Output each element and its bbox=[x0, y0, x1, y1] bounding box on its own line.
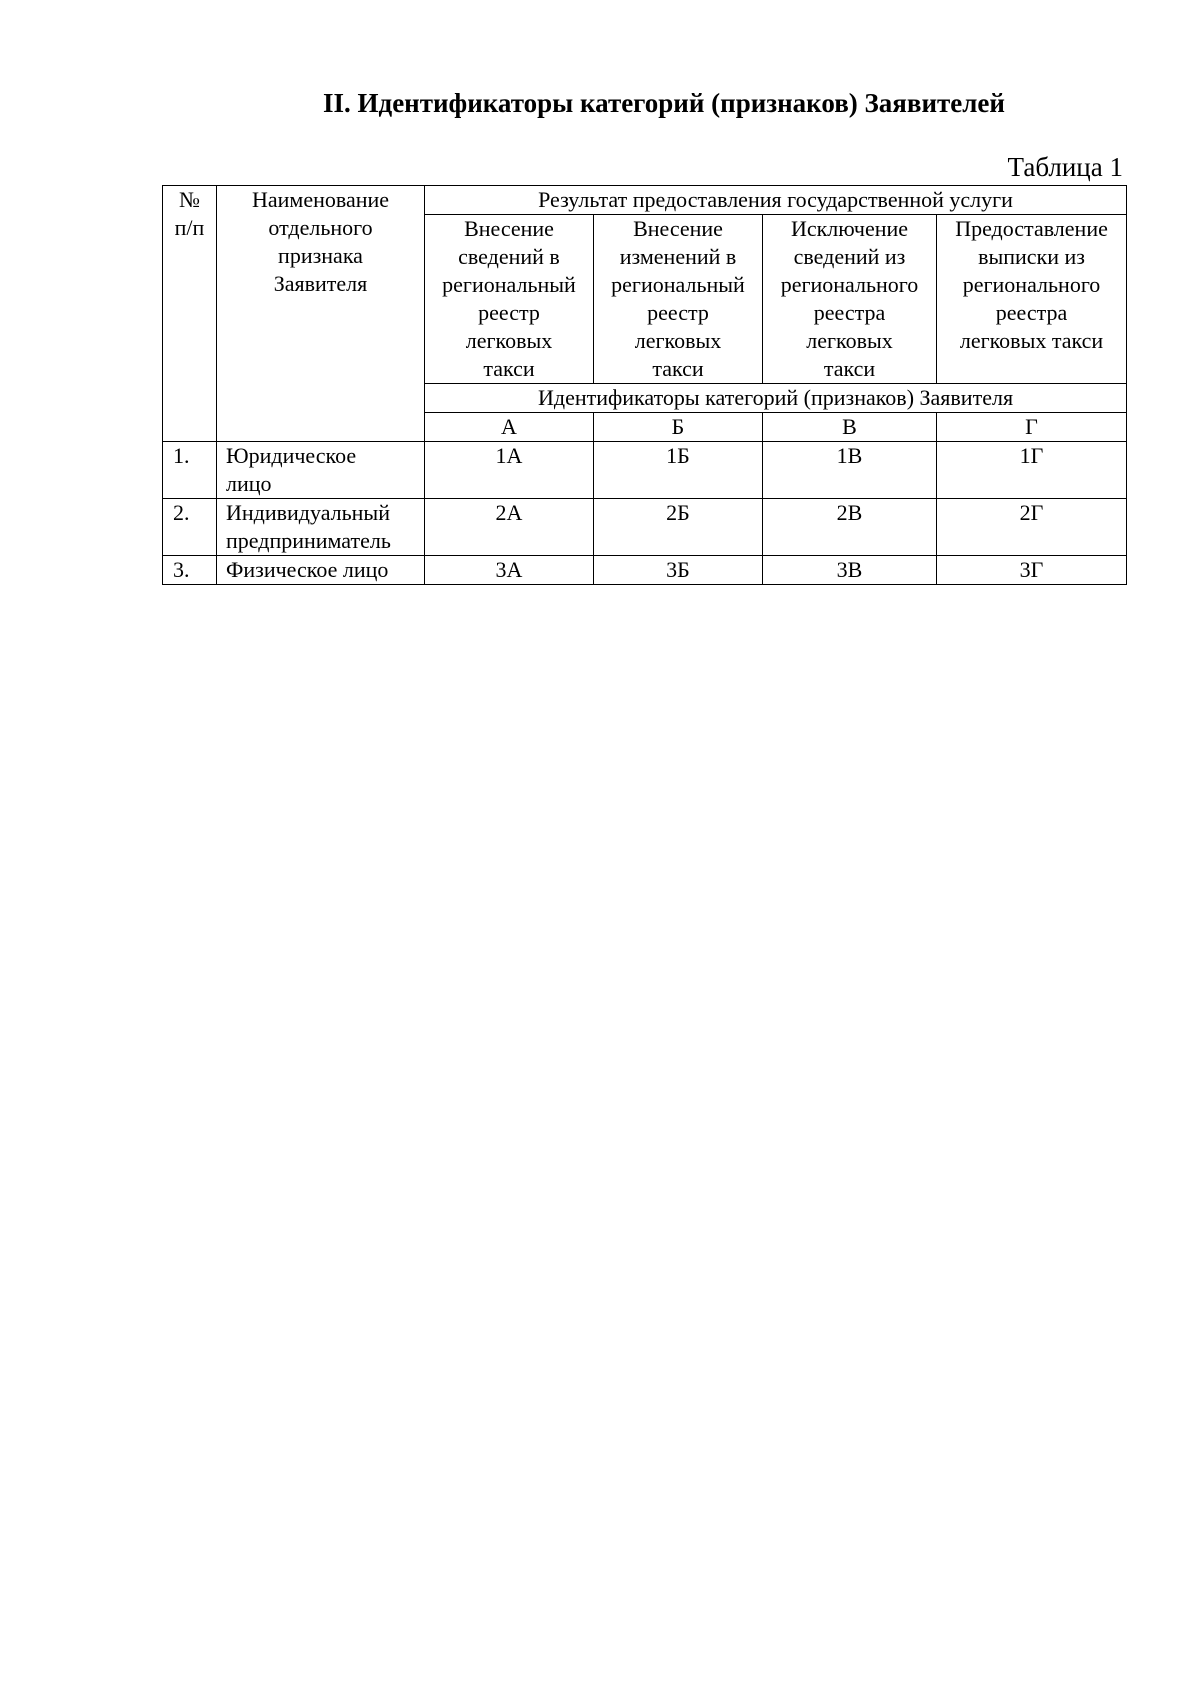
header-letter-b: Б bbox=[594, 413, 763, 442]
row-number: 3. bbox=[163, 556, 217, 585]
header-service-4: Предоставление выписки из регионального реестра легковых такси bbox=[937, 215, 1127, 384]
row-name: Юридическое лицо bbox=[217, 442, 425, 499]
row-name: Физическое лицо bbox=[217, 556, 425, 585]
header-letter-v: В bbox=[763, 413, 937, 442]
row-number: 2. bbox=[163, 499, 217, 556]
applicant-category-table bbox=[162, 185, 1127, 585]
row-code: 1В bbox=[763, 442, 937, 499]
row-code: 1Г bbox=[937, 442, 1127, 499]
row-code: 2А bbox=[425, 499, 594, 556]
section-title: II. Идентификаторы категорий (признаков) Заявителей bbox=[323, 88, 1005, 118]
row-code: 1Б bbox=[594, 442, 763, 499]
row-code: 1А bbox=[425, 442, 594, 499]
header-row-result bbox=[163, 186, 1127, 215]
header-number: № п/п bbox=[163, 186, 217, 442]
row-code: 2В bbox=[763, 499, 937, 556]
header-service-2: Внесение изменений в региональный реестр легковых такси bbox=[594, 215, 763, 384]
row-name: Индивидуальный предприниматель bbox=[217, 499, 425, 556]
header-result: Результат предоставления государственной услуги bbox=[425, 186, 1127, 215]
header-service-1: Внесение сведений в региональный реестр легковых такси bbox=[425, 215, 594, 384]
row-code: 2Б bbox=[594, 499, 763, 556]
table-row bbox=[163, 499, 1127, 556]
table-caption: Таблица 1 bbox=[1007, 152, 1123, 182]
row-number: 1. bbox=[163, 442, 217, 499]
row-code: 2Г bbox=[937, 499, 1127, 556]
row-code: 3А bbox=[425, 556, 594, 585]
row-code: 3В bbox=[763, 556, 937, 585]
header-letter-g: Г bbox=[937, 413, 1127, 442]
header-service-3: Исключение сведений из регионального реестра легковых такси bbox=[763, 215, 937, 384]
row-code: 3Г bbox=[937, 556, 1127, 585]
table-row bbox=[163, 556, 1127, 585]
header-identifiers: Идентификаторы категорий (признаков) Заявителя bbox=[425, 384, 1127, 413]
row-code: 3Б bbox=[594, 556, 763, 585]
header-name: Наименование отдельного признака Заявителя bbox=[217, 186, 425, 442]
header-letter-a: А bbox=[425, 413, 594, 442]
table-row bbox=[163, 442, 1127, 499]
